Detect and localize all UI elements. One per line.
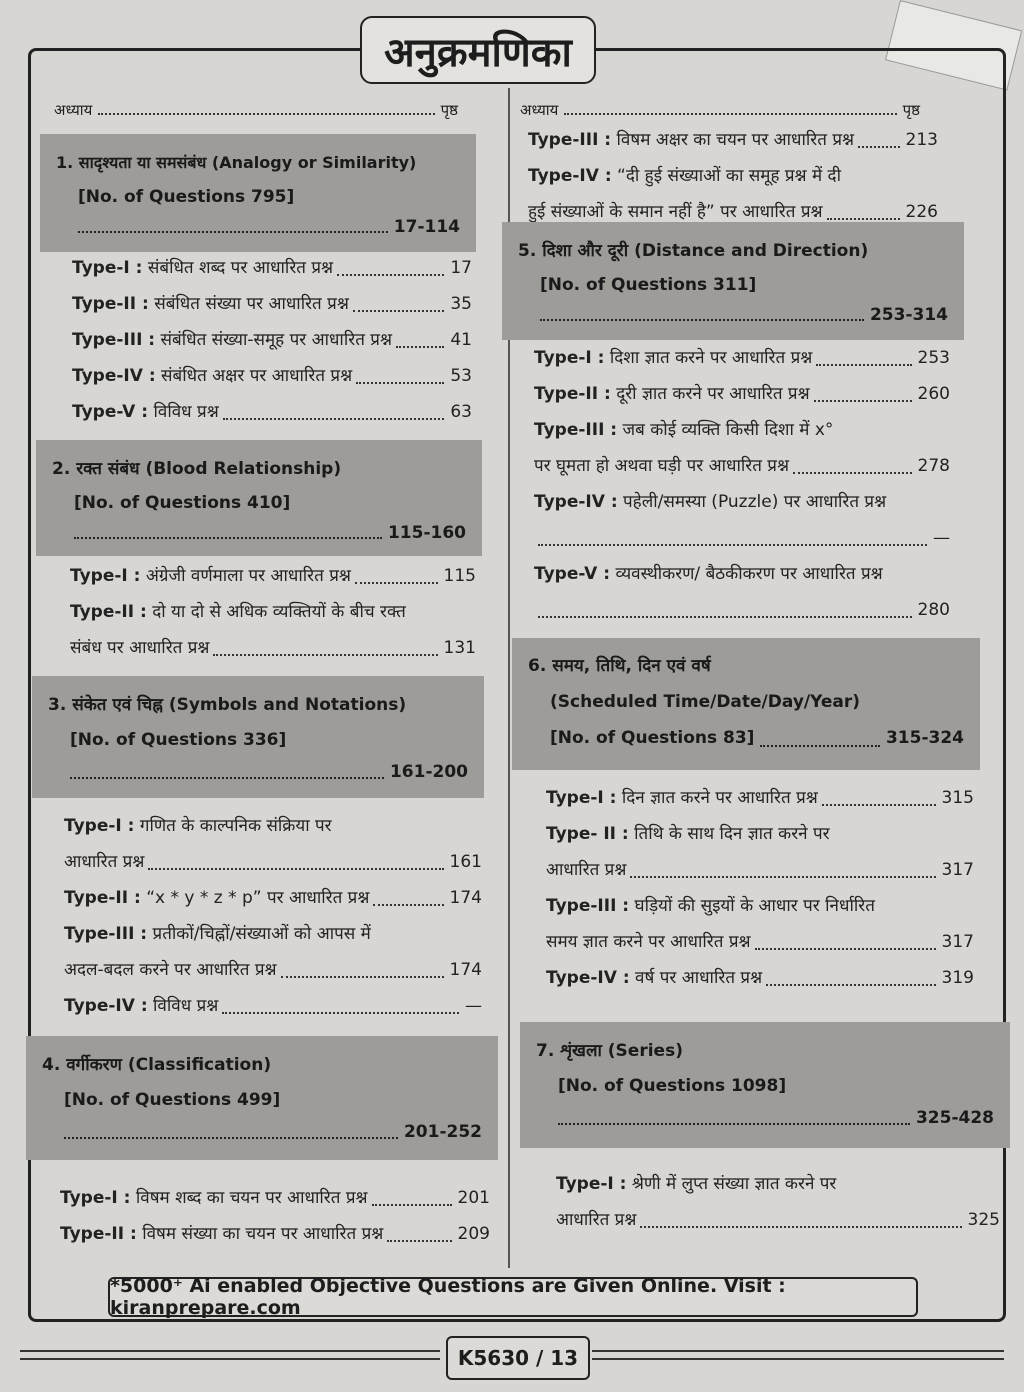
list-item[interactable]: Type-II : दो या दो से अधिक व्यक्तियों के बीच रक्त संबंध पर आधारित प्रश्न 131 [70,602,476,658]
list-item[interactable]: Type-III : जब कोई व्यक्ति किसी दिशा में x° पर घूमता हो अथवा घड़ी पर आधारित प्रश्न 278 [534,420,950,476]
section-classification-continued [528,122,938,230]
section-title: 2. रक्त संबंध (Blood Relationship) [52,459,342,479]
list-item[interactable]: Type-III : संबंधित संख्या-समूह पर आधारित प्रश्न 41 [72,330,472,350]
list-item[interactable]: Type-IV : विविध प्रश्न — [64,996,482,1016]
list-item[interactable]: Type-IV : संबंधित अक्षर पर आधारित प्रश्न 53 [72,366,472,386]
list-item[interactable]: Type-I : श्रेणी में लुप्त संख्या ज्ञात करने पर आधारित प्रश्न 325 [556,1174,1000,1230]
section-title: 3. संकेत एवं चिह्न (Symbols and Notations) [48,695,407,715]
page-range: 325-428 [915,1108,994,1128]
section-classification [26,1036,498,1160]
question-count: [No. of Questions 311] [540,275,757,295]
online-questions-note: *5000⁺ Ai enabled Objective Questions are Given Online. Visit : kiranprepare.com [108,1277,918,1317]
list-item[interactable]: Type- II : तिथि के साथ दिन ज्ञात करने पर आधारित प्रश्न 317 [546,824,974,880]
section-analogy [40,134,476,252]
section-title: 7. शृंखला (Series) [536,1041,683,1061]
list-item[interactable]: Type-III : घड़ियों की सुइयों के आधार पर निर्धारित समय ज्ञात करने पर आधारित प्रश्न 317 [546,896,974,952]
list-item[interactable]: Type-I : विषम शब्द का चयन पर आधारित प्रश्न 201 [60,1188,490,1208]
list-item[interactable]: Type-II : दूरी ज्ञात करने पर आधारित प्रश्न 260 [534,384,950,404]
question-count: [No. of Questions 336] [70,730,287,750]
section-title: 4. वर्गीकरण (Classification) [42,1055,272,1075]
section-title: 1. सादृश्यता या समसंबंध (Analogy or Similarity) [56,153,417,172]
page-range: 315-324 [885,728,964,748]
column-header-left [54,94,458,120]
section-analogy-items [72,250,472,430]
chapter-header: अध्याय [520,101,559,119]
section-subtitle: (Scheduled Time/Date/Day/Year) [550,692,861,712]
section-blood-relationship [36,440,482,556]
column-header-right [520,94,920,120]
question-count: [No. of Questions 795] [78,187,295,207]
page-header: पृष्ठ [440,101,458,119]
page-range: 17-114 [393,217,460,237]
section-series [520,1022,1010,1148]
list-item[interactable]: Type-I : अंग्रेजी वर्णमाला पर आधारित प्रश्न 115 [70,566,476,586]
page-code: K5630 / 13 [446,1336,590,1380]
chapter-header: अध्याय [54,101,93,119]
list-item[interactable]: Type-IV : वर्ष पर आधारित प्रश्न 319 [546,968,974,988]
page-title: अनुक्रमणिका [360,16,596,84]
list-item[interactable]: Type-III : प्रतीकों/चिह्नों/संख्याओं को आपस में अदल-बदल करने पर आधारित प्रश्न 174 [64,924,482,980]
list-item[interactable]: Type-II : “x * y * z * p” पर आधारित प्रश्न 174 [64,888,482,908]
page-range: 201-252 [403,1122,482,1142]
page-range: 115-160 [387,523,466,543]
list-item[interactable]: Type-I : दिशा ज्ञात करने पर आधारित प्रश्न 253 [534,348,950,368]
list-item[interactable]: Type-I : संबंधित शब्द पर आधारित प्रश्न 17 [72,258,472,278]
list-item[interactable]: Type-II : विषम संख्या का चयन पर आधारित प्रश्न 209 [60,1224,490,1244]
question-count: [No. of Questions 499] [64,1090,281,1110]
section-symbols-items [64,808,482,1024]
list-item[interactable]: Type-II : संबंधित संख्या पर आधारित प्रश्न 35 [72,294,472,314]
section-time-items [546,780,974,996]
list-item[interactable]: Type-IV : पहेली/समस्या (Puzzle) पर आधारित प्रश्न — [534,492,950,548]
page-range: 253-314 [869,305,948,325]
list-item[interactable]: Type-V : व्यवस्थीकरण/ बैठकीकरण पर आधारित प्रश्न 280 [534,564,950,620]
section-blood-items [70,558,476,666]
list-item[interactable]: Type-I : दिन ज्ञात करने पर आधारित प्रश्न 315 [546,788,974,808]
list-item[interactable]: Type-III : विषम अक्षर का चयन पर आधारित प्रश्न 213 [528,130,938,150]
list-item[interactable]: Type-V : विविध प्रश्न 63 [72,402,472,422]
question-count: [No. of Questions 83] [550,728,755,748]
section-classification-items [60,1180,490,1252]
section-direction [502,222,964,340]
page-header: पृष्ठ [902,101,920,119]
section-series-items [556,1166,1000,1238]
section-direction-items [534,340,950,628]
footer-rule-left [20,1350,440,1360]
section-time-date [512,638,980,770]
question-count: [No. of Questions 1098] [558,1076,787,1096]
list-item[interactable]: Type-IV : “दी हुई संख्याओं का समूह प्रश्न में दी हुई संख्याओं के समान नहीं है” पर आधारित प्रश्न 226 [528,166,938,222]
section-title: 6. समय, तिथि, दिन एवं वर्ष [528,656,711,676]
question-count: [No. of Questions 410] [74,493,291,513]
section-title: 5. दिशा और दूरी (Distance and Direction) [518,241,869,261]
footer-rule-right [592,1350,1004,1360]
section-symbols [32,676,484,798]
page-range: 161-200 [389,762,468,782]
list-item[interactable]: Type-I : गणित के काल्पनिक संक्रिया पर आधारित प्रश्न 161 [64,816,482,872]
